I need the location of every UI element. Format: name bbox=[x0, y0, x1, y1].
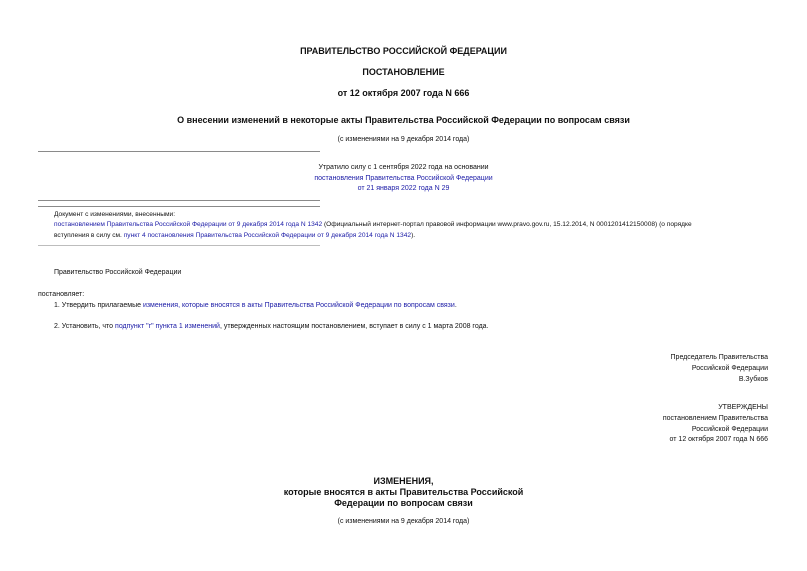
amendment-source-text: (Официальный интернет-портал правовой информации www.pravo.gov.ru, 15.12.2014, N 0001201412150008) (о порядке bbox=[322, 221, 692, 228]
annex-subtitle-1: которые вносятся в акты Правительства Российской bbox=[283, 487, 524, 497]
void-notice-link-date[interactable]: от 21 января 2022 года N 29 bbox=[357, 185, 450, 192]
paragraph-2 bbox=[54, 323, 489, 330]
government-heading: ПРАВИТЕЛЬСТВО РОССИЙСКОЙ ФЕДЕРАЦИИ bbox=[300, 46, 507, 56]
approved-date: от 12 октября 2007 года N 666 bbox=[669, 436, 768, 443]
amendment-decree-link[interactable]: постановлением Правительства Российской Федерации от 9 декабря 2014 года N 1342 bbox=[54, 221, 323, 228]
subclause-link[interactable]: подпункт "г" пункта 1 изменений bbox=[115, 323, 220, 330]
amendment-clause-link[interactable]: пункт 4 постановления Правительства Российской Федерации от 9 декабря 2014 года N 1342 bbox=[123, 232, 412, 239]
amendments-line-1 bbox=[54, 221, 692, 228]
paragraph-2-end: , утвержденных настоящим постановлением, вступает в силу с 1 марта 2008 года. bbox=[219, 323, 489, 330]
signature-name: В.Зубков bbox=[738, 376, 768, 383]
amendment-end-text: ). bbox=[411, 232, 416, 239]
paragraph-1-text: 1. Утвердить прилагаемые bbox=[54, 302, 143, 309]
signature-country: Российской Федерации bbox=[691, 365, 768, 372]
separator-line bbox=[38, 151, 320, 152]
amendments-line-2 bbox=[54, 232, 415, 239]
annex-revision-note: (с изменениями на 9 декабря 2014 года) bbox=[337, 518, 470, 525]
paragraph-1-end: . bbox=[454, 302, 457, 309]
revision-note: (с изменениями на 9 декабря 2014 года) bbox=[337, 136, 470, 143]
signature-position: Председатель Правительства bbox=[670, 354, 768, 361]
annex-subtitle-2: Федерации по вопросам связи bbox=[334, 498, 473, 508]
approved-country: Российской Федерации bbox=[691, 426, 768, 433]
amendment-effective-text: вступления в силу см. bbox=[54, 232, 124, 239]
document-type: ПОСТАНОВЛЕНИЕ bbox=[362, 67, 445, 77]
changes-link[interactable]: изменения, которые вносятся в акты Правительства Российской Федерации по вопросам связи bbox=[142, 302, 455, 309]
annex-title: ИЗМЕНЕНИЯ, bbox=[373, 476, 434, 486]
amendments-intro: Документ с изменениями, внесенными: bbox=[54, 211, 176, 218]
approved-by: постановлением Правительства bbox=[662, 415, 768, 422]
document-date: от 12 октября 2007 года N 666 bbox=[337, 88, 470, 98]
document-title: О внесении изменений в некоторые акты Правительства Российской Федерации по вопросам связи bbox=[177, 115, 630, 125]
void-notice-line: Утратило силу с 1 сентября 2022 года на основании bbox=[318, 164, 489, 171]
void-notice-link[interactable]: постановления Правительства Российской Федерации bbox=[314, 175, 493, 182]
decrees-word: постановляет: bbox=[38, 291, 85, 298]
paragraph-1 bbox=[54, 302, 457, 309]
separator-line bbox=[38, 200, 320, 201]
separator-line bbox=[38, 206, 320, 207]
approved-heading: УТВЕРЖДЕНЫ bbox=[718, 404, 768, 411]
paragraph-2-text: 2. Установить, что bbox=[54, 323, 116, 330]
government-name: Правительство Российской Федерации bbox=[54, 269, 182, 276]
separator-line bbox=[38, 245, 320, 246]
